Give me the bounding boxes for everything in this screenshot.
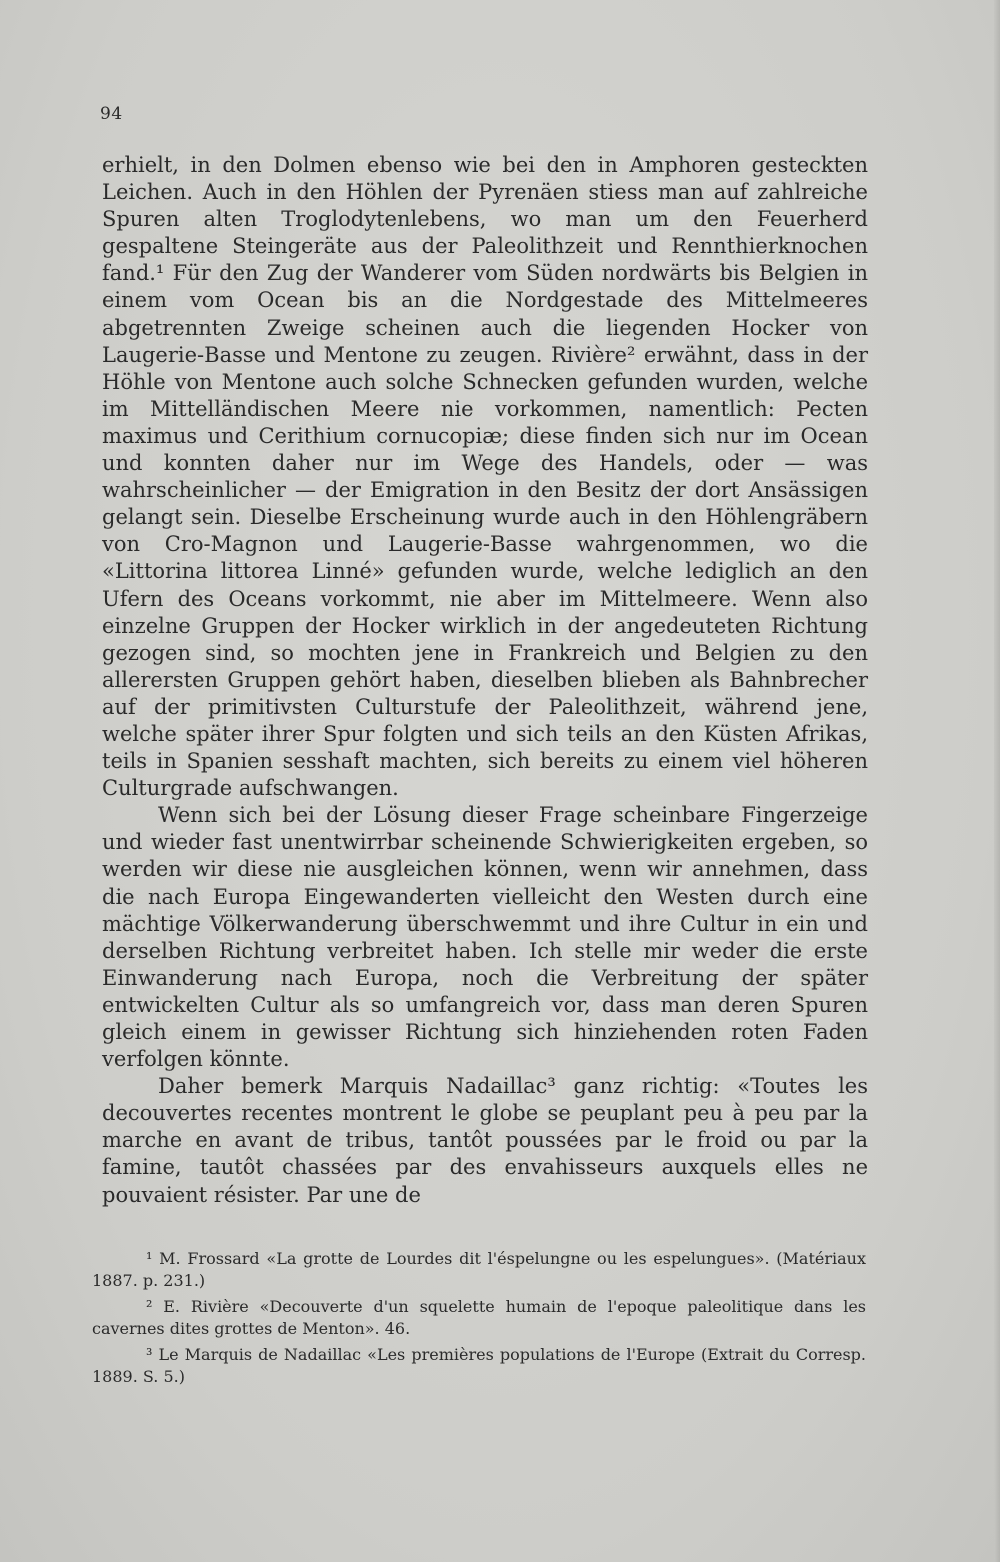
footnotes (92, 1248, 866, 1392)
main-text (102, 152, 868, 1209)
paragraph-2: Wenn sich bei der Lösung dieser Frage scheinbare Fingerzeige und wieder fast unentwirrbar scheinende Schwierigkeiten ergeben, so werden wir diese nie ausgleichen können, wenn wir annehmen, dass die nach Europa Eingewanderten vielleicht den Westen durch eine mächtige Völkerwanderung überschwemmt und ihre Cultur in ein und derselben Richtung verbreitet haben. Ich stelle mir weder die erste Einwanderung nach Europa, noch die Verbreitung der später entwickelten Cultur als so umfangreich vor, dass man deren Spuren gleich einem in gewisser Richtung sich hinziehenden roten Faden verfolgen könnte. (102, 803, 868, 1072)
paragraph-1: erhielt, in den Dolmen ebenso wie bei den in Amphoren gesteckten Leichen. Auch in den Höhlen der Pyrenäen stiess man auf zahlreiche Spuren alten Troglodytenlebens, wo man um den Feuerherd gespaltene Steingeräte aus der Paleolithzeit und Rennthierknochen fand.¹ Für den Zug der Wanderer vom Süden nordwärts bis Belgien in einem vom Ocean bis an die Nordgestade des Mittelmeeres abgetrennten Zweige scheinen auch die liegenden Hocker von Laugerie-Basse und Mentone zu zeugen. Rivière² erwähnt, dass in der Höhle von Mentone auch solche Schnecken gefunden wurden, welche im Mittelländischen Meere nie vorkommen, namentlich: Pecten maximus und Cerithium cornucopiæ; diese finden sich nur im Ocean und konnten daher nur im Wege des Handels, oder — was wahrscheinlicher — der Emigration in den Besitz der dort Ansässigen gelangt sein. Dieselbe Erscheinung wurde auch in den Höhlengräbern von Cro-Magnon und Laugerie-Basse wahrgenommen, wo die «Littorina littorea Linné» gefunden wurde, welche lediglich an den Ufern des Oceans vorkommt, nie aber im Mittelmeere. Wenn also einzelne Gruppen der Hocker wirklich in der angedeuteten Richtung gezogen sind, so mochten jene in Frankreich und Belgien zu den allerersten Gruppen gehört haben, dieselben blieben als Bahnbrecher auf der primitivsten Culturstufe der Paleolithzeit, während jene, welche später ihrer Spur folgten und sich teils an den Küsten Afrikas, teils in Spanien sesshaft machten, sich bereits zu einem viel höheren Culturgrade aufschwangen. (102, 153, 868, 801)
page-number: 94 (100, 104, 123, 124)
footnote-3: ³ Le Marquis de Nadaillac «Les premières populations de l'Europe (Extrait du Corresp. 1889. S. 5.) (92, 1345, 866, 1386)
footnote-1: ¹ M. Frossard «La grotte de Lourdes dit l'éspelungne ou les espelungues». (Matériaux 1887. p. 231.) (92, 1249, 866, 1290)
paragraph-3: Daher bemerk Marquis Nadaillac³ ganz richtig: «Toutes les decouvertes recentes montrent le globe se peuplant peu à peu par la marche en avant de tribus, tantôt poussées par le froid ou par la famine, tautôt chassées par des envahisseurs auxquels elles ne pouvaient résister. Par une de (102, 1074, 868, 1207)
footnote-2: ² E. Rivière «Decouverte d'un squelette humain de l'epoque paleolitique dans les cavernes dites grottes de Menton». 46. (92, 1297, 866, 1338)
page-edge-shadow (994, 0, 1000, 1562)
